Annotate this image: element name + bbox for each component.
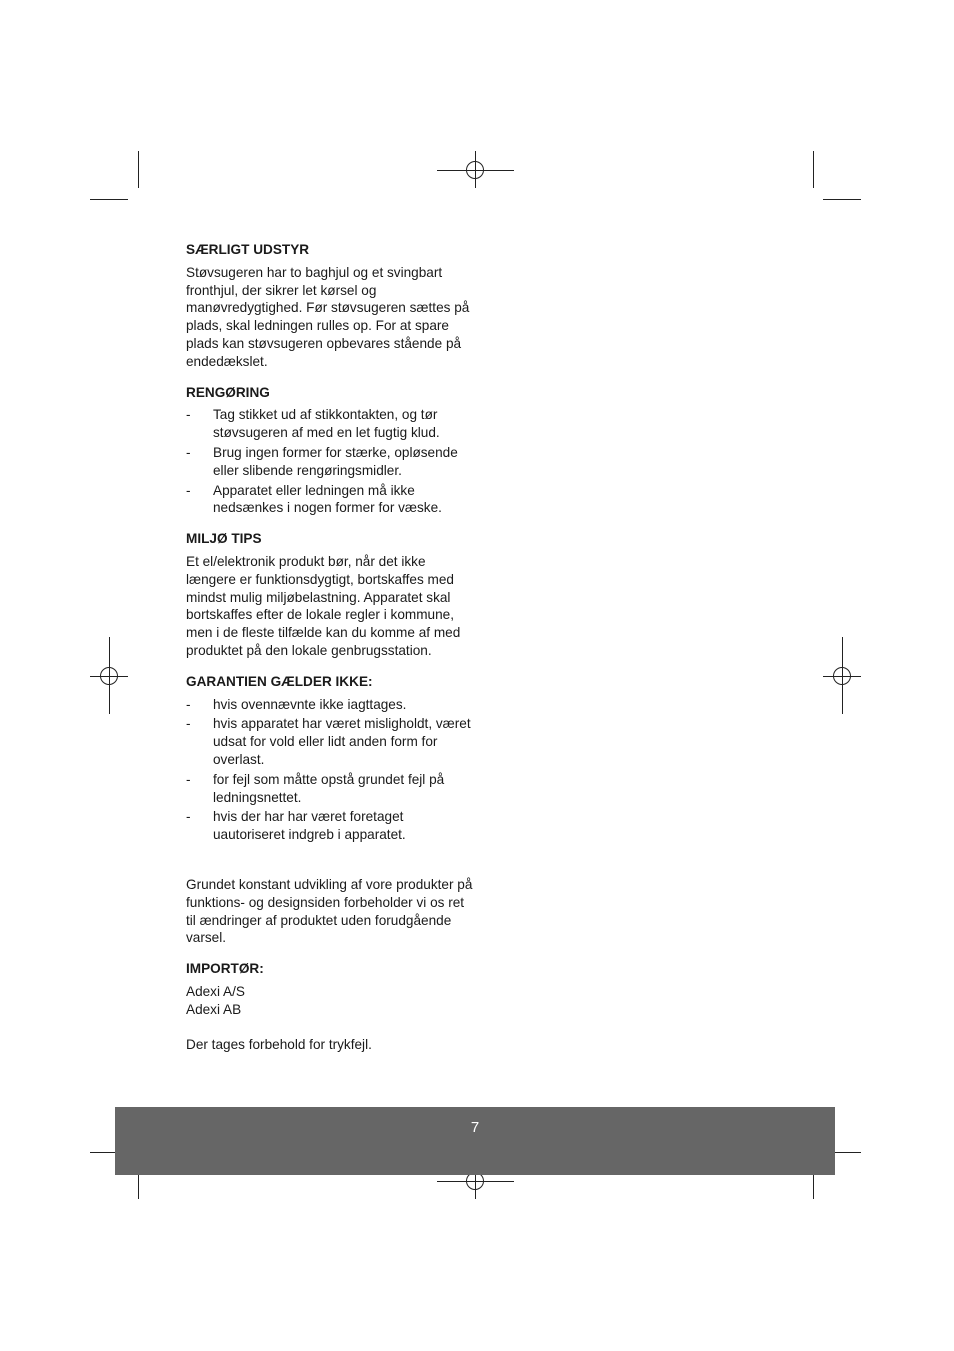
importer-line: Adexi AB <box>186 1001 242 1017</box>
registration-top-circle <box>466 161 484 179</box>
list-item <box>186 808 476 844</box>
section-rengoring <box>186 384 476 518</box>
list-item <box>186 696 476 714</box>
crop-mark-top-right-h <box>823 199 861 200</box>
list-item-text: hvis apparatet har været misligholdt, været udsat for vold eller lidt anden form for overlast. <box>213 716 471 767</box>
list-dash: - <box>186 716 191 732</box>
footer-band <box>115 1107 835 1175</box>
list-dash: - <box>186 771 191 787</box>
list-item-text: Tag stikket ud af stikkontakten, og tør støvsugeren af med en let fugtig klud. <box>213 407 440 441</box>
page-number: 7 <box>470 1119 480 1136</box>
manual-page-content <box>186 241 476 1054</box>
disclaimer-text: Der tages forbehold for trykfejl. <box>186 1037 372 1053</box>
crop-mark-top-right-v <box>813 151 814 188</box>
section-heading: SÆRLIGT UDSTYR <box>186 242 310 257</box>
section-heading: GARANTIEN GÆLDER IKKE: <box>186 673 373 689</box>
section-importer <box>186 960 476 1018</box>
list-item-text: Apparatet eller ledningen må ikke nedsænkes i nogen former for væske. <box>213 482 442 516</box>
registration-right-circle <box>833 667 851 685</box>
list-item <box>186 482 476 518</box>
notice-paragraph: Grundet konstant udvikling af vore produkter på funktions- og designsiden forbeholder vi os ret til ændringer af produktet uden forudgående varsel. <box>186 876 473 946</box>
list-dash: - <box>186 809 191 825</box>
importer-line: Adexi A/S <box>186 983 245 999</box>
list-dash: - <box>186 444 191 460</box>
list-dash: - <box>186 696 191 712</box>
importer-heading: IMPORTØR: <box>186 961 264 977</box>
warranty-exclusions-list <box>186 696 476 844</box>
section-miljo-tips <box>186 530 476 660</box>
section-heading: MILJØ TIPS <box>186 531 262 547</box>
section-garantien <box>186 673 476 844</box>
section-paragraph: Støvsugeren har to baghjul og et svingbart fronthjul, der sikrer let kørsel og manøvredygtighed. Før støvsugeren sættes på plads, skal ledningen rulles op. For at spare plads kan støvsugeren opbevares stående på endedækslet. <box>186 264 470 369</box>
crop-mark-top-left-v <box>138 151 139 188</box>
registration-left-circle <box>100 667 118 685</box>
list-item-text: Brug ingen former for stærke, opløsende eller slibende rengøringsmidler. <box>213 444 458 478</box>
list-dash: - <box>186 407 191 423</box>
list-item-text: hvis der har har været foretaget uautoriseret indgreb i apparatet. <box>213 809 406 843</box>
section-saerligt-udstyr <box>186 241 476 371</box>
spacer <box>186 1018 476 1036</box>
list-dash: - <box>186 482 191 498</box>
cleaning-list <box>186 406 476 517</box>
list-item <box>186 771 476 807</box>
list-item <box>186 715 476 768</box>
list-item <box>186 444 476 480</box>
section-paragraph: Et el/elektronik produkt bør, når det ikke længere er funktionsdygtigt, bortskaffes med mindst mulig miljøbelastning. Apparatet skal bortskaffes efter de lokale regler i kommune, men i de fleste tilfælde kan du komme af med produktet på den lokale genbrugsstation. <box>186 553 461 658</box>
spacer <box>186 857 476 876</box>
crop-mark-top-left-h <box>90 199 128 200</box>
list-item-text: for fejl som måtte opstå grundet fejl på ledningsnettet. <box>213 771 445 805</box>
list-item <box>186 406 476 442</box>
list-item-text: hvis ovennævnte ikke iagttages. <box>213 696 407 712</box>
section-heading: RENGØRING <box>186 384 270 400</box>
